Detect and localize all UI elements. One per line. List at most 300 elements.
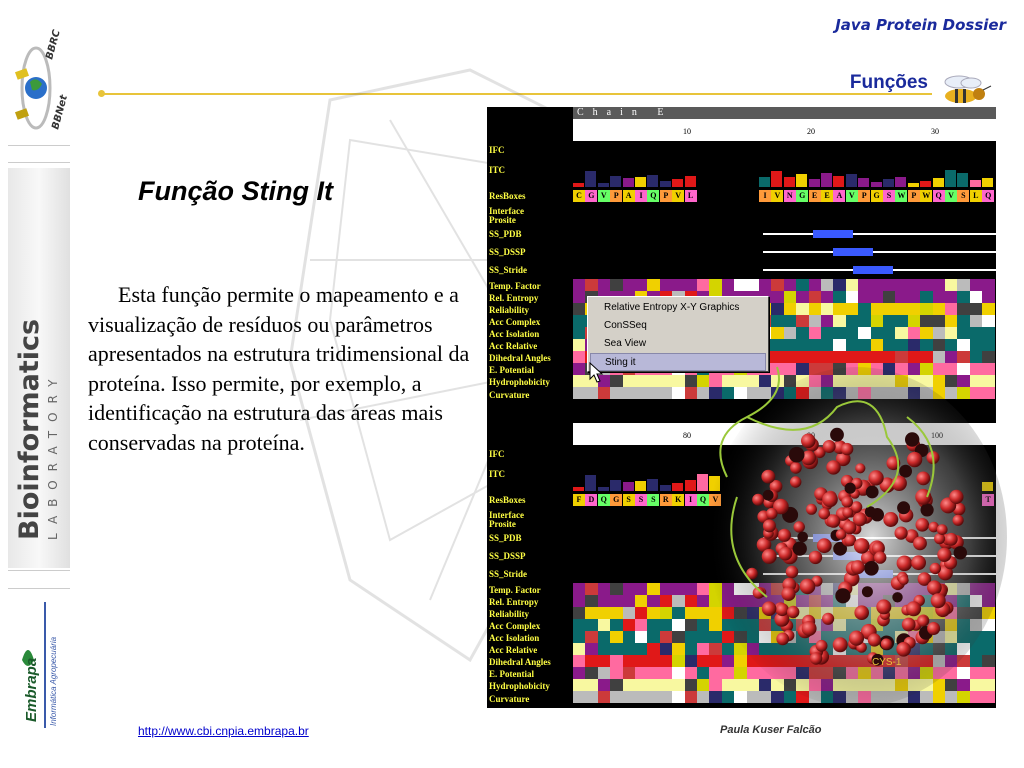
property-cell xyxy=(685,279,697,291)
property-cell xyxy=(771,327,783,339)
property-cell xyxy=(573,327,585,339)
residue-box[interactable]: L xyxy=(970,190,982,202)
property-cell xyxy=(833,315,845,327)
sidebar-divider xyxy=(8,588,70,589)
property-cell xyxy=(771,291,783,303)
residue-box[interactable]: A xyxy=(833,190,845,202)
ruler-tick-label: 80 xyxy=(683,431,691,440)
atom-sphere xyxy=(854,538,870,554)
property-cell xyxy=(759,279,771,291)
property-cell xyxy=(957,339,969,351)
property-cell xyxy=(573,339,585,351)
residue-box[interactable]: V xyxy=(598,190,610,202)
property-cell xyxy=(610,691,622,703)
atom-sphere xyxy=(874,551,886,563)
property-cell xyxy=(970,339,982,351)
property-cell xyxy=(623,619,635,631)
residue-box[interactable]: V xyxy=(771,190,783,202)
atom-sphere xyxy=(897,556,913,572)
residue-box[interactable]: V xyxy=(846,190,858,202)
atom-sphere xyxy=(906,601,921,616)
itc-bar xyxy=(759,177,770,187)
property-cell xyxy=(908,291,920,303)
property-cell xyxy=(871,279,883,291)
svg-text:Informática Agropecuária: Informática Agropecuária xyxy=(49,636,58,726)
property-cell xyxy=(833,279,845,291)
property-cell xyxy=(821,315,833,327)
atom-sphere xyxy=(913,537,927,551)
property-cell xyxy=(623,583,635,595)
property-cell xyxy=(623,387,635,399)
track-label-ss-pdb: SS_PDB xyxy=(489,533,522,543)
menu-item-sting-it[interactable]: Sting it xyxy=(590,353,766,371)
property-cell xyxy=(585,691,597,703)
property-cell xyxy=(858,291,870,303)
property-cell xyxy=(697,279,709,291)
residue-box[interactable]: S xyxy=(883,190,895,202)
property-cell xyxy=(573,351,585,363)
itc-bar xyxy=(573,183,584,187)
secondary-structure-line xyxy=(763,251,996,253)
atom-sphere xyxy=(866,486,879,499)
menu-item-sea-view[interactable]: Sea View xyxy=(604,338,647,349)
property-cell xyxy=(982,315,994,327)
property-cell xyxy=(573,375,585,387)
property-cell xyxy=(771,339,783,351)
itc-bar xyxy=(635,481,646,491)
residue-box[interactable]: G xyxy=(585,190,597,202)
property-cell xyxy=(771,315,783,327)
property-cell xyxy=(858,327,870,339)
residue-box[interactable]: W xyxy=(897,191,906,200)
atom-sphere xyxy=(789,447,805,463)
track-label-ss-dssp: SS_DSSP xyxy=(489,551,526,561)
property-cell xyxy=(585,279,597,291)
residue-box[interactable]: Q xyxy=(982,190,994,202)
property-cell xyxy=(945,291,957,303)
atom-sphere xyxy=(907,452,922,467)
residue-box[interactable]: S xyxy=(623,494,635,506)
atom-sphere xyxy=(854,605,869,620)
property-cell xyxy=(573,315,585,327)
atom-sphere xyxy=(766,508,777,519)
property-cell xyxy=(573,643,585,655)
mouse-cursor-icon xyxy=(589,362,605,384)
property-cell xyxy=(647,679,659,691)
atom-sphere xyxy=(916,472,930,486)
property-cell xyxy=(672,595,684,607)
property-cell xyxy=(573,279,585,291)
residue-box[interactable]: S xyxy=(957,190,969,202)
property-cell xyxy=(821,279,833,291)
residue-box[interactable]: S xyxy=(647,494,659,506)
residue-box[interactable]: S xyxy=(635,494,647,506)
bee-icon xyxy=(935,74,995,108)
property-cell xyxy=(672,667,684,679)
residue-box[interactable]: K xyxy=(672,494,684,506)
atom-sphere xyxy=(762,549,777,564)
property-cell xyxy=(660,607,672,619)
property-cell xyxy=(796,315,808,327)
property-cell xyxy=(784,327,796,339)
residue-box[interactable]: E xyxy=(809,190,821,202)
itc-bar xyxy=(871,182,882,187)
property-cell xyxy=(933,327,945,339)
atom-sphere xyxy=(762,601,777,616)
property-cell xyxy=(585,643,597,655)
track-labels-top xyxy=(487,107,573,407)
property-cell xyxy=(598,387,610,399)
property-cell xyxy=(796,291,808,303)
track-label-resboxes: ResBoxes xyxy=(489,191,526,201)
itc-bar xyxy=(883,179,894,187)
property-cell xyxy=(809,291,821,303)
track-label-prosite: Prosite xyxy=(489,519,516,529)
property-cell xyxy=(647,375,659,387)
property-cell xyxy=(647,607,659,619)
chain-label: Chain E xyxy=(577,107,673,118)
property-cell xyxy=(908,303,920,315)
itc-bar xyxy=(957,173,968,187)
property-cell xyxy=(809,303,821,315)
track-label-itc: ITC xyxy=(489,469,506,479)
header-title: Java Protein Dossier xyxy=(835,16,1006,34)
property-cell xyxy=(784,339,796,351)
itc-bar xyxy=(920,181,931,187)
property-cell xyxy=(784,315,796,327)
track-label-acc-isolation: Acc Isolation xyxy=(489,329,540,339)
property-cell xyxy=(610,595,622,607)
atom-sphere xyxy=(902,618,916,632)
property-cell xyxy=(573,595,585,607)
protein-3d-structure[interactable] xyxy=(687,357,996,708)
ruler-tick-label: 30 xyxy=(931,127,939,136)
function-title: Função Sting It xyxy=(138,176,333,206)
property-cell xyxy=(660,655,672,667)
sidebar xyxy=(0,0,70,768)
atom-sphere xyxy=(790,462,802,474)
residue-box[interactable]: F xyxy=(573,494,585,506)
residue-box[interactable]: I xyxy=(685,494,697,506)
beta-strand-arrow xyxy=(833,248,873,256)
property-cell xyxy=(920,303,932,315)
atom-sphere xyxy=(905,432,919,446)
property-cell xyxy=(883,315,895,327)
property-cell xyxy=(982,339,994,351)
property-cell xyxy=(660,679,672,691)
residue-box[interactable]: P xyxy=(908,190,920,202)
itc-bar xyxy=(771,171,782,187)
property-cell xyxy=(660,667,672,679)
atom-sphere xyxy=(778,529,791,542)
property-cell xyxy=(672,679,684,691)
atom-sphere xyxy=(949,490,963,504)
property-cell xyxy=(982,303,994,315)
menu-item-consseq[interactable]: ConSSeq xyxy=(604,320,647,331)
property-cell xyxy=(883,327,895,339)
atom-sphere xyxy=(763,519,776,532)
property-cell xyxy=(585,607,597,619)
sting-app-window[interactable] xyxy=(487,107,996,708)
itc-bar xyxy=(833,176,844,187)
lab-name: Bioinformatics xyxy=(14,318,45,540)
property-cell xyxy=(809,279,821,291)
property-cell xyxy=(672,607,684,619)
atom-sphere xyxy=(822,492,838,508)
property-cell xyxy=(833,291,845,303)
property-cell xyxy=(821,291,833,303)
residue-box[interactable]: Q xyxy=(697,494,709,506)
property-cell xyxy=(970,303,982,315)
property-cell xyxy=(585,583,597,595)
itc-bar xyxy=(796,174,807,187)
property-cell xyxy=(821,327,833,339)
residue-box[interactable]: G xyxy=(610,494,622,506)
property-cell xyxy=(883,279,895,291)
residue-box[interactable]: G xyxy=(796,190,808,202)
residue-box[interactable]: V xyxy=(672,190,684,202)
secondary-structure-line xyxy=(763,233,996,235)
property-cell xyxy=(846,327,858,339)
track-label-reliability: Reliability xyxy=(489,305,529,315)
residue-box[interactable]: E xyxy=(821,190,833,202)
atom-sphere xyxy=(899,575,909,585)
property-cell xyxy=(660,279,672,291)
itc-bar xyxy=(623,482,634,491)
residue-box[interactable]: G xyxy=(871,190,883,202)
itc-bar xyxy=(970,180,981,187)
property-cell xyxy=(933,279,945,291)
property-cell xyxy=(809,327,821,339)
itc-bar xyxy=(784,177,795,187)
property-cell xyxy=(796,339,808,351)
track-label-curvature: Curvature xyxy=(489,694,530,704)
atom-sphere xyxy=(806,504,817,515)
residue-box[interactable]: N xyxy=(784,190,796,202)
menu-item-relative-entropy-x-y-graphics[interactable]: Relative Entropy X-Y Graphics xyxy=(604,302,740,313)
property-cell xyxy=(635,667,647,679)
property-cell xyxy=(623,667,635,679)
residue-box[interactable]: V xyxy=(945,190,957,202)
property-cell xyxy=(982,291,994,303)
residue-box[interactable]: A xyxy=(623,190,635,202)
property-cell xyxy=(982,327,994,339)
itc-bar xyxy=(610,480,621,491)
sidebar-divider xyxy=(8,570,70,571)
itc-bar xyxy=(585,171,596,187)
itc-bar xyxy=(685,176,696,187)
property-cell xyxy=(635,679,647,691)
property-cell xyxy=(598,679,610,691)
property-cell xyxy=(858,279,870,291)
atom-sphere xyxy=(945,533,958,546)
atom-sphere xyxy=(816,640,828,652)
atom-sphere xyxy=(881,638,892,649)
property-cell xyxy=(821,339,833,351)
residue-box[interactable]: P xyxy=(660,190,672,202)
property-cell xyxy=(598,667,610,679)
property-cell xyxy=(920,279,932,291)
residue-box[interactable]: Q xyxy=(933,190,945,202)
itc-bar xyxy=(598,183,609,187)
atom-sphere xyxy=(927,580,942,595)
atom-sphere xyxy=(937,524,948,535)
atom-sphere xyxy=(937,548,951,562)
atom-sphere xyxy=(779,547,793,561)
embrapa-logo-icon xyxy=(14,600,64,730)
property-cell xyxy=(585,631,597,643)
atom-sphere xyxy=(790,476,801,487)
atom-sphere xyxy=(954,546,967,559)
property-cell xyxy=(635,691,647,703)
itc-bar xyxy=(573,487,584,491)
property-cell xyxy=(573,303,585,315)
atom-sphere xyxy=(927,622,940,635)
residue-box[interactable]: D xyxy=(585,494,597,506)
property-cell xyxy=(598,279,610,291)
property-cell xyxy=(871,315,883,327)
function-description: Esta função permite o mapeamento e a visualização de resíduos ou parâmetros apresentados na estrutura tridimensional da proteína. Isso permite, por exemplo, a identificação na estrutura das áreas mais conservadas na proteína. xyxy=(88,282,470,455)
property-cell xyxy=(833,339,845,351)
track-label-ifc: IFC xyxy=(489,145,505,155)
property-cell xyxy=(871,339,883,351)
track-label-resboxes: ResBoxes xyxy=(489,495,526,505)
property-cell xyxy=(610,387,622,399)
property-cell xyxy=(573,691,585,703)
track-label-ss-pdb: SS_PDB xyxy=(489,229,522,239)
residue-box[interactable]: P xyxy=(610,190,622,202)
itc-bar xyxy=(672,179,683,187)
property-cell xyxy=(585,655,597,667)
bbrc-globe-logo-icon xyxy=(8,28,71,140)
atom-sphere xyxy=(892,592,902,602)
property-cell xyxy=(635,595,647,607)
property-cell xyxy=(635,631,647,643)
property-cell xyxy=(610,583,622,595)
atom-sphere xyxy=(931,593,946,608)
atom-sphere xyxy=(851,560,865,574)
property-cell xyxy=(573,583,585,595)
atom-sphere xyxy=(841,496,853,508)
property-cell xyxy=(635,583,647,595)
property-cell xyxy=(809,339,821,351)
property-cell xyxy=(610,279,622,291)
section-title: Funções xyxy=(849,72,928,93)
property-cell xyxy=(846,315,858,327)
property-cell xyxy=(895,327,907,339)
itc-bar xyxy=(809,179,820,187)
property-cell xyxy=(771,279,783,291)
property-cell xyxy=(672,375,684,387)
track-label-reliability: Reliability xyxy=(489,609,529,619)
property-cell xyxy=(660,583,672,595)
beta-strand-arrow xyxy=(853,266,893,274)
property-cell xyxy=(908,339,920,351)
track-label-e-potential: E. Potential xyxy=(489,365,534,375)
atom-sphere xyxy=(849,631,864,646)
track-label-e-potential: E. Potential xyxy=(489,669,534,679)
property-cell xyxy=(635,655,647,667)
itc-bar xyxy=(945,170,956,187)
property-cell xyxy=(784,303,796,315)
context-menu[interactable] xyxy=(587,296,769,372)
ruler-tick-label: 20 xyxy=(807,127,815,136)
property-cell xyxy=(895,339,907,351)
property-cell xyxy=(809,315,821,327)
atom-sphere xyxy=(897,501,910,514)
residue-box[interactable]: L xyxy=(685,190,697,202)
itc-bar xyxy=(895,177,906,187)
atom-sphere xyxy=(833,637,848,652)
property-cell xyxy=(920,315,932,327)
property-cell xyxy=(945,339,957,351)
property-cell xyxy=(970,291,982,303)
property-cell xyxy=(573,619,585,631)
property-cell xyxy=(920,327,932,339)
property-cell xyxy=(672,631,684,643)
residue-box[interactable]: P xyxy=(858,190,870,202)
atom-sphere xyxy=(845,483,856,494)
atom-sphere xyxy=(761,470,775,484)
property-cell xyxy=(672,691,684,703)
property-cell xyxy=(598,583,610,595)
atom-sphere xyxy=(801,434,816,449)
property-cell xyxy=(573,667,585,679)
property-cell xyxy=(610,667,622,679)
residue-box[interactable]: Q xyxy=(598,494,610,506)
residue-box[interactable]: W xyxy=(922,191,931,200)
property-cell xyxy=(672,655,684,667)
residue-box[interactable]: Q xyxy=(647,190,659,202)
residue-box[interactable]: R xyxy=(660,494,672,506)
footer-website-link[interactable]: http://www.cbi.cnpia.embrapa.br xyxy=(138,724,309,738)
atom-sphere xyxy=(810,652,822,664)
property-cell xyxy=(908,279,920,291)
property-cell xyxy=(573,363,585,375)
property-cell xyxy=(957,315,969,327)
property-cell xyxy=(908,315,920,327)
atom-sphere xyxy=(752,494,764,506)
property-cell xyxy=(970,315,982,327)
property-cell xyxy=(623,679,635,691)
atom-sphere xyxy=(823,440,836,453)
residue-box[interactable]: C xyxy=(573,190,585,202)
property-cell xyxy=(821,303,833,315)
atom-sphere xyxy=(841,443,853,455)
property-cell xyxy=(610,679,622,691)
itc-bar xyxy=(623,178,634,187)
residue-box[interactable]: I xyxy=(759,190,771,202)
property-cell xyxy=(660,691,672,703)
property-cell xyxy=(635,279,647,291)
itc-bar xyxy=(647,175,658,187)
property-cell xyxy=(623,607,635,619)
residue-box[interactable]: I xyxy=(635,190,647,202)
property-cell xyxy=(623,655,635,667)
atom-sphere xyxy=(953,515,964,526)
property-cell xyxy=(747,279,759,291)
property-cell xyxy=(610,643,622,655)
property-cell xyxy=(647,387,659,399)
itc-bar xyxy=(821,173,832,187)
track-label-interface: Interface xyxy=(489,206,524,216)
property-cell xyxy=(635,375,647,387)
property-cell xyxy=(598,643,610,655)
property-cell xyxy=(784,279,796,291)
property-cell xyxy=(623,279,635,291)
property-cell xyxy=(647,631,659,643)
property-cell xyxy=(970,279,982,291)
